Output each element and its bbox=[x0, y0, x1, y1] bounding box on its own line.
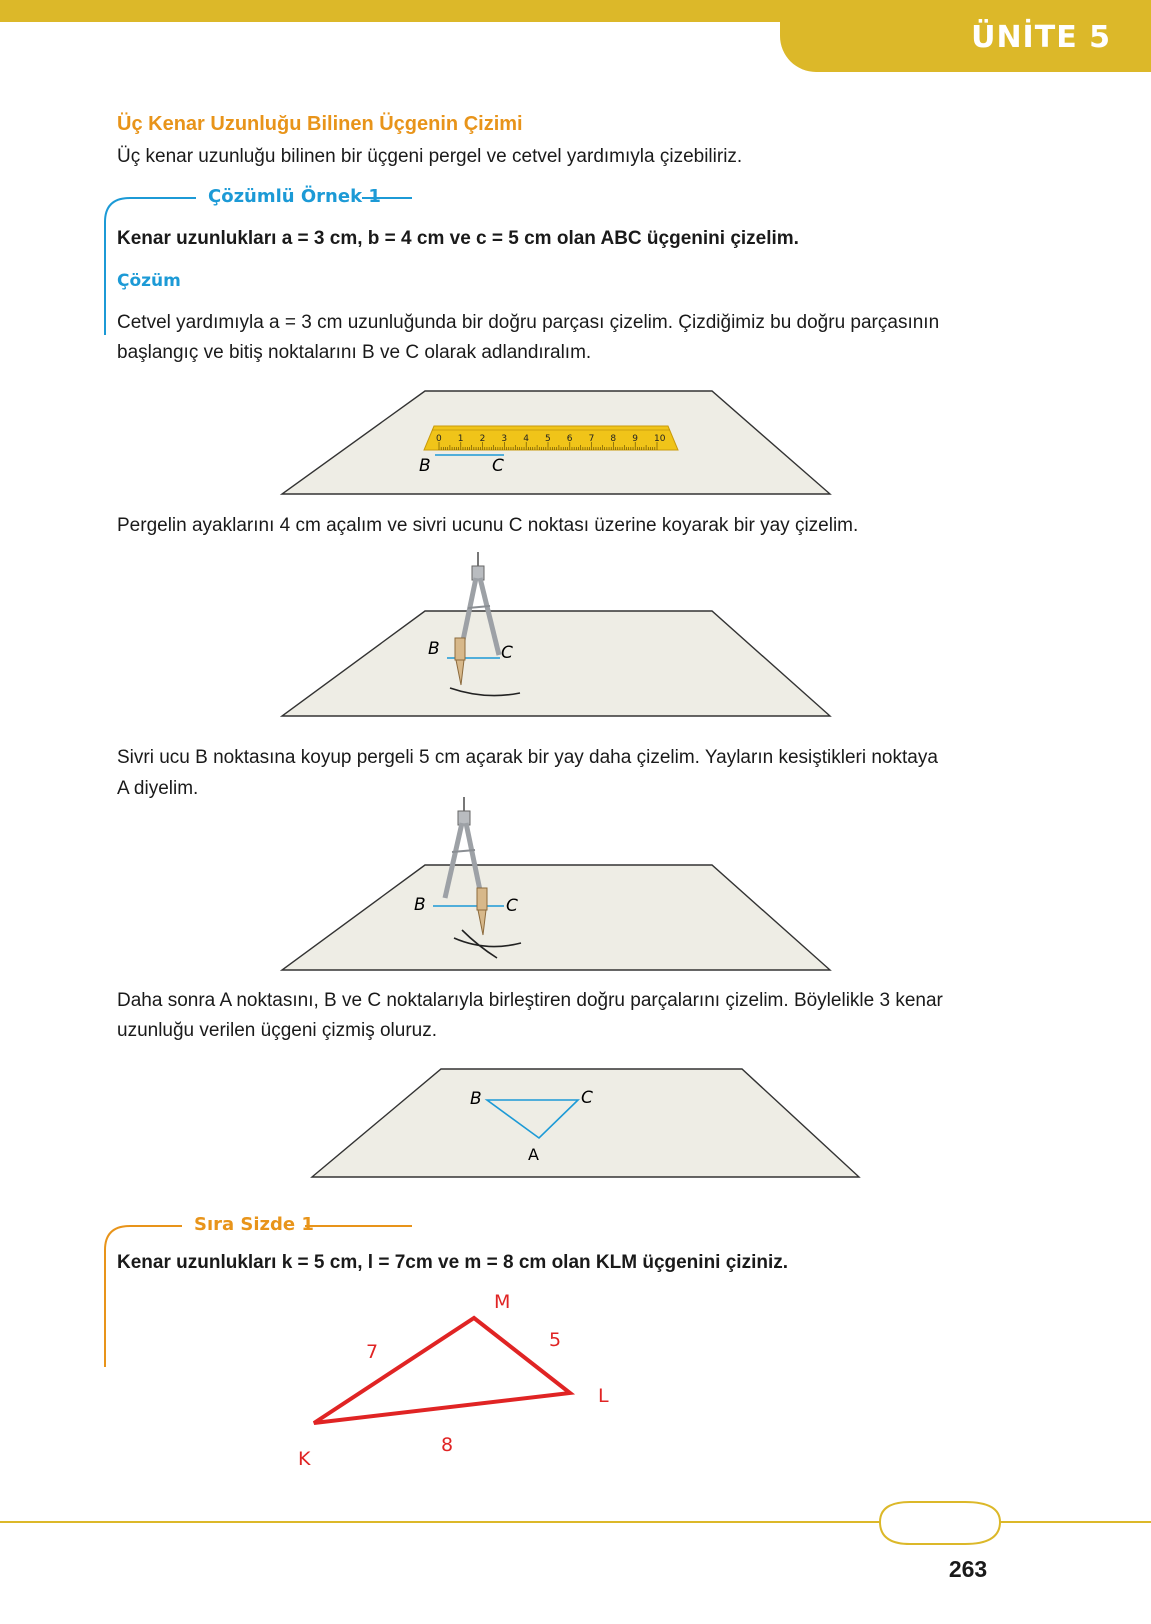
section-intro: Üç kenar uzunluğu bilinen bir üçgeni pergel ve cetvel yardımıyla çizebiliriz. bbox=[117, 146, 743, 167]
label-b-4: B bbox=[470, 1089, 482, 1109]
ruler-tick-label: 5 bbox=[545, 434, 551, 444]
label-b-3: B bbox=[414, 895, 426, 915]
label-c-3: C bbox=[506, 896, 518, 916]
ruler-tick-label: 0 bbox=[436, 434, 442, 444]
example-title: Çözümlü Örnek 1 bbox=[208, 186, 381, 207]
exercise-question: Kenar uzunlukları k = 5 cm, l = 7cm ve m = 8 cm olan KLM üçgenini çiziniz. bbox=[117, 1252, 789, 1273]
solution-label: Çözüm bbox=[117, 271, 181, 291]
ruler-tick-label: 9 bbox=[632, 434, 638, 444]
step4-line2: uzunluğu verilen üçgeni çizmiş oluruz. bbox=[117, 1020, 437, 1041]
page-number: 263 bbox=[948, 1556, 988, 1582]
step4-line1: Daha sonra A noktasını, B ve C noktalarıyla birleştiren doğru parçalarını çizelim. Böylelikle 3 kenar bbox=[117, 990, 943, 1011]
label-c-2: C bbox=[501, 643, 513, 663]
step1-line1: Cetvel yardımıyla a = 3 cm uzunluğunda bir doğru parçası çizelim. Çizdiğimiz bu doğru parçasının bbox=[117, 312, 940, 333]
vertex-k: K bbox=[298, 1448, 311, 1470]
step3-line1: Sivri ucu B noktasına koyup pergeli 5 cm açarak bir yay daha çizelim. Yayların kesiştikleri noktaya bbox=[117, 747, 938, 768]
label-b-1: B bbox=[419, 456, 431, 476]
ruler-tick-label: 10 bbox=[654, 434, 666, 444]
ruler-tick-label: 7 bbox=[588, 434, 595, 444]
ruler-tick-label: 4 bbox=[523, 434, 529, 444]
step3-line2: A diyelim. bbox=[117, 778, 199, 799]
ruler-tick-label: 1 bbox=[457, 434, 464, 444]
vertex-m: M bbox=[494, 1291, 511, 1313]
vertex-l: L bbox=[598, 1385, 609, 1407]
ruler-tick-label: 3 bbox=[501, 434, 508, 444]
exercise-title: Sıra Sizde 1 bbox=[194, 1214, 314, 1235]
section-title: Üç Kenar Uzunluğu Bilinen Üçgenin Çizimi bbox=[117, 113, 523, 135]
label-b-2: B bbox=[428, 639, 440, 659]
example-question: Kenar uzunlukları a = 3 cm, b = 4 cm ve c = 5 cm olan ABC üçgenini çizelim. bbox=[117, 228, 799, 249]
label-c-4: C bbox=[581, 1088, 593, 1108]
step1-line2: başlangıç ve bitiş noktalarını B ve C olarak adlandıralım. bbox=[117, 342, 592, 363]
side-label-5: 5 bbox=[549, 1329, 562, 1351]
label-a-4: A bbox=[528, 1145, 539, 1164]
unit-label: ÜNİTE 5 bbox=[971, 20, 1111, 55]
triangle-klm bbox=[314, 1318, 570, 1423]
ruler-tick-label: 8 bbox=[610, 434, 617, 444]
label-c-1: C bbox=[492, 456, 504, 476]
ruler-tick-label: 6 bbox=[566, 434, 573, 444]
side-label-8: 8 bbox=[441, 1434, 454, 1456]
side-label-7: 7 bbox=[366, 1341, 379, 1363]
step2-text: Pergelin ayaklarını 4 cm açalım ve sivri ucunu C noktası üzerine koyarak bir yay çizelim. bbox=[117, 515, 859, 536]
ruler-tick-label: 2 bbox=[479, 434, 486, 444]
